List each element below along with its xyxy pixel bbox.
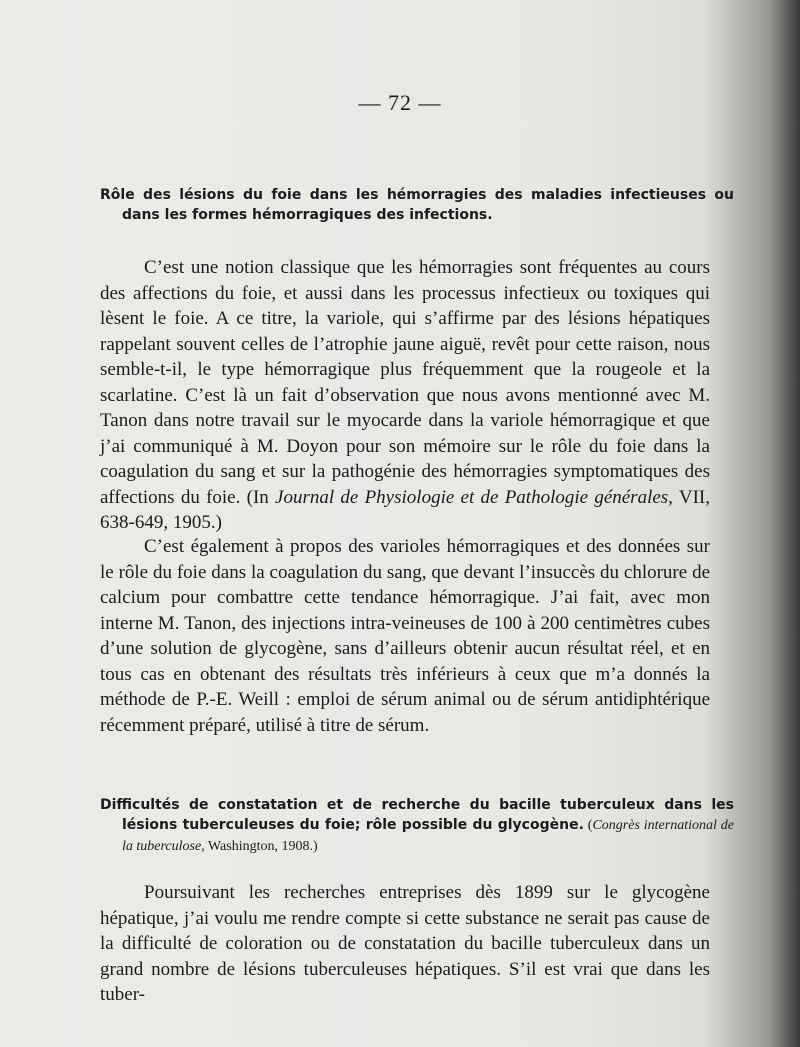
section-heading-hemorrhages: Rôle des lésions du foie dans les hémorragies des maladies infectieuses ou dans les formes hémorragiques des infections.: [100, 187, 734, 223]
paragraph-text: C’est une notion classique que les hémorragies sont fréquentes au cours des affections du foie, et aussi dans les processus infectieux ou toxiques qui lèsent le foie. A ce titre, la variole, qui s’affirme par des lésions hépatiques rappelant souvent celles de l’atrophie jaune aiguë, revêt pour cette raison, nous semble-t-il, le type hémorragique plus fréquemment que la rougeole et la scarlatine. C’est là un fait d’observation que nous avons mentionné avec M. Tanon dans notre travail sur le myocarde dans la variole hémorragique et que j’ai communiqué à M. Doyon pour son mémoire sur le rôle du foie dans la coagulation du sang et sur la pathogénie des hémorragies symptomatiques des affections du foie. (In: [100, 257, 710, 508]
page-number: — 72 —: [358, 90, 442, 115]
journal-title: Journal de Physiologie et de Pathologie générales,: [275, 486, 673, 508]
paragraph-tuberculosis-research: Poursuivant les recherches entreprises dès 1899 sur le glycogène hépatique, j’ai voulu me rendre compte si cette substance ne serait pas cause de la difficulté de coloration ou de constatation du bacille tuberculeux dans un grand nombre de lésions tuberculeuses hépatiques. S’il est vrai que dans les tuber-: [100, 882, 710, 1005]
heading-text: Difficultés de constatation et de recherche du bacille tuberculeux dans les lésions tuberculeuses du foie; rôle possible du glycogène.: [100, 797, 734, 833]
paragraph-text: VII, 638-649, 1905.): [100, 486, 710, 533]
reference: (Congrès international de la tuberculose, Washington, 1908.): [122, 818, 734, 854]
section-heading-tuberculosis: [100, 795, 734, 857]
paragraph-glycogen-injections: C’est également à propos des varioles hémorragiques et des données sur le rôle du foie dans la coagulation du sang, que devant l’insuccès du chlorure de calcium pour combattre cette tendance hémorragique. J’ai fait, avec mon interne M. Tanon, des injections intra-veineuses de 100 à 200 centimètres cubes d’une solution de glycogène, sans d’ailleurs obtenir aucun résultat réel, et en tous cas en obtenant des résultats très inférieurs à ceux que m’a donnés la méthode de P.-E. Weill : emploi de sérum animal ou de sérum antidiphtérique récemment préparé, utilisé à titre de sérum.: [100, 536, 710, 736]
paragraph-hemorrhages-classic-notion: [100, 255, 710, 536]
reference-journal: Congrès international de la tuberculose,: [122, 818, 734, 854]
